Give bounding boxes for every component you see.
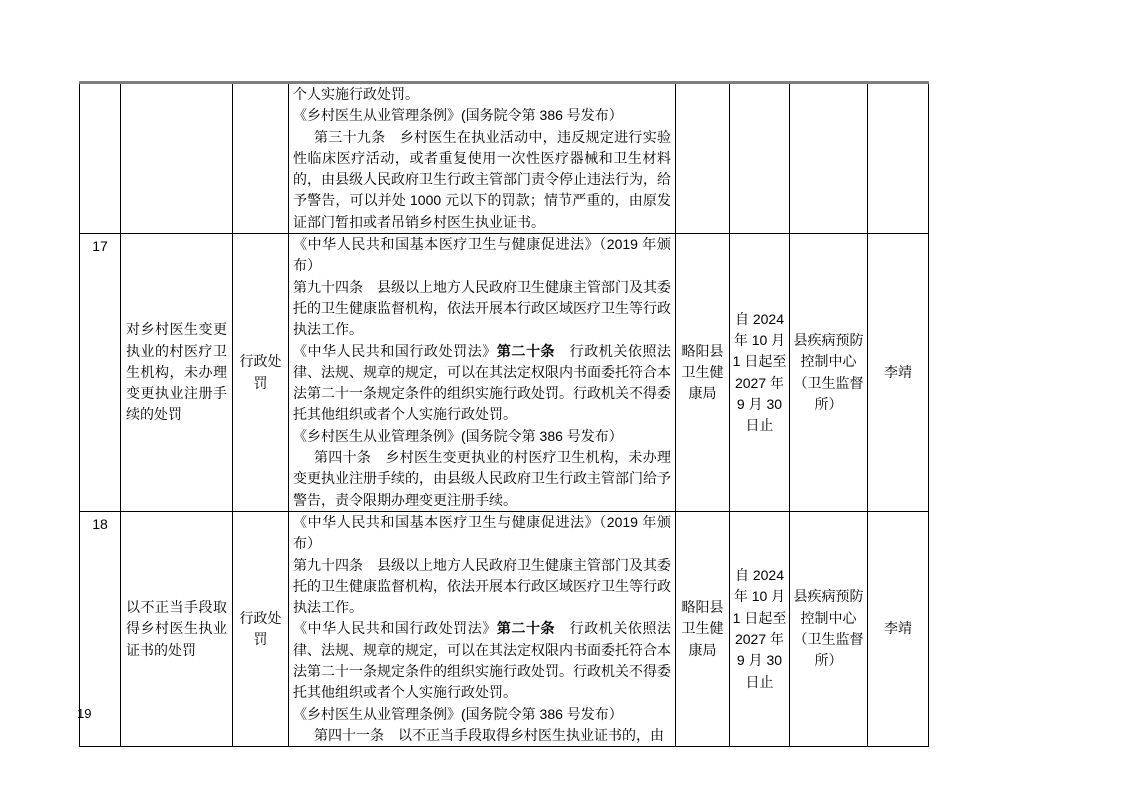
legal-basis-paragraph — [293, 234, 671, 277]
legal-basis-paragraph — [293, 618, 671, 703]
legal-text-segment: 《中华人民共和国基本医疗卫生与健康促进法》（2019 年颁布） — [293, 513, 671, 552]
delegated-agency-cell — [790, 83, 868, 234]
delegation-period-cell — [730, 83, 790, 234]
legal-text-segment: 行政机关依照法律、法规、规章的规定，可以在其法定权限内书面委托符合本法第二十一条规定条件的组织实施行政处罚。行政机关不得委托其他组织或者个人实施行政处罚。 — [293, 620, 672, 701]
legal-basis-paragraph — [293, 105, 671, 126]
legal-basis-paragraph — [293, 555, 671, 619]
item-name-cell: 对乡村医生变更执业的村医疗卫生机构，未办理变更执业注册手续的处罚 — [121, 234, 233, 512]
legal-basis-paragraph — [293, 84, 671, 105]
legal-text-segment: 《乡村医生从业管理条例》(国务院令第 386 号发布） — [293, 427, 623, 444]
supervisor-cell — [868, 83, 929, 234]
legal-text-segment: 第四十一条 以不正当手段取得乡村医生执业证书的，由 — [314, 726, 664, 743]
legal-basis-paragraph — [293, 341, 671, 426]
implementing-authority-cell: 略阳县卫生健康局 — [676, 234, 730, 512]
supervisor-cell: 李靖 — [868, 511, 929, 746]
item-name-cell: 以不正当手段取得乡村医生执业证书的处罚 — [121, 511, 233, 746]
delegation-period-cell: 自 2024 年 10 月 1 日起至 2027 年 9 月 30 日止 — [730, 234, 790, 512]
page-footer-number: 19 — [77, 706, 92, 721]
penalty-category-cell — [233, 83, 289, 234]
row-number-cell: 18 — [80, 511, 121, 746]
legal-text-segment: 第九十四条 县级以上地方人民政府卫生健康主管部门及其委托的卫生健康监督机构，依法开展本行政区域医疗卫生等行政执法工作。 — [293, 556, 671, 616]
row-number-cell — [80, 83, 121, 234]
legal-article-bold-text: 第二十条 — [496, 342, 556, 359]
legal-text-segment: 《乡村医生从业管理条例》(国务院令第 386 号发布） — [293, 107, 623, 124]
legal-text-segment: 个人实施行政处罚。 — [293, 86, 419, 102]
legal-basis-paragraph — [293, 725, 671, 746]
implementing-authority-cell — [676, 83, 730, 234]
legal-basis-paragraph — [293, 277, 671, 341]
delegation-period-cell: 自 2024 年 10 月 1 日起至 2027 年 9 月 30 日止 — [730, 511, 790, 746]
table-row — [80, 83, 929, 234]
delegated-agency-cell: 县疾病预防控制中心（卫生监督所） — [790, 234, 868, 512]
legal-basis-paragraph — [293, 447, 671, 511]
legal-basis-cell — [289, 83, 676, 234]
legal-article-bold-text: 第二十条 — [496, 620, 556, 637]
legal-text-segment: 行政机关依照法律、法规、规章的规定，可以在其法定权限内书面委托符合本法第二十一条规定条件的组织实施行政处罚。行政机关不得委托其他组织或者个人实施行政处罚。 — [293, 342, 672, 423]
legal-text-segment: 《中华人民共和国行政处罚法》 — [293, 620, 497, 637]
legal-text-segment: 第九十四条 县级以上地方人民政府卫生健康主管部门及其委托的卫生健康监督机构，依法开展本行政区域医疗卫生等行政执法工作。 — [293, 278, 671, 338]
table-row — [80, 511, 929, 746]
table-body — [80, 83, 929, 747]
delegated-enforcement-table — [79, 81, 929, 747]
item-name-cell — [121, 83, 233, 234]
legal-text-segment: 第三十九条 乡村医生在执业活动中，违反规定进行实验性临床医疗活动，或者重复使用一次性医疗器械和卫生材料的，由县级人民政府卫生行政主管部门责令停止违法行为，给予警告，可以并处 1000 元以下的罚款；情节严重的，由原发证部门暂扣或者吊销乡村医生执业证书。 — [293, 128, 671, 230]
legal-text-segment: 《中华人民共和国基本医疗卫生与健康促进法》（2019 年颁布） — [293, 236, 671, 274]
legal-text-segment: 第四十条 乡村医生变更执业的村医疗卫生机构，未办理变更执业注册手续的，由县级人民政府卫生行政主管部门给予警告，责令限期办理变更注册手续。 — [293, 449, 671, 508]
delegated-agency-cell: 县疾病预防控制中心（卫生监督所） — [790, 511, 868, 746]
legal-text-segment: 《中华人民共和国行政处罚法》 — [293, 342, 497, 359]
legal-basis-paragraph — [293, 512, 671, 555]
legal-basis-paragraph — [293, 127, 671, 233]
legal-basis-paragraph — [293, 704, 671, 725]
legal-text-segment: 《乡村医生从业管理条例》(国务院令第 386 号发布） — [293, 705, 623, 722]
legal-basis-paragraph — [293, 426, 671, 447]
implementing-authority-cell: 略阳县卫生健康局 — [676, 511, 730, 746]
table-container — [79, 81, 929, 747]
table-row — [80, 234, 929, 512]
supervisor-cell: 李靖 — [868, 234, 929, 512]
penalty-category-cell: 行政处罚 — [233, 511, 289, 746]
legal-basis-cell — [289, 511, 676, 746]
penalty-category-cell: 行政处罚 — [233, 234, 289, 512]
legal-basis-cell — [289, 234, 676, 512]
row-number-cell: 17 — [80, 234, 121, 512]
